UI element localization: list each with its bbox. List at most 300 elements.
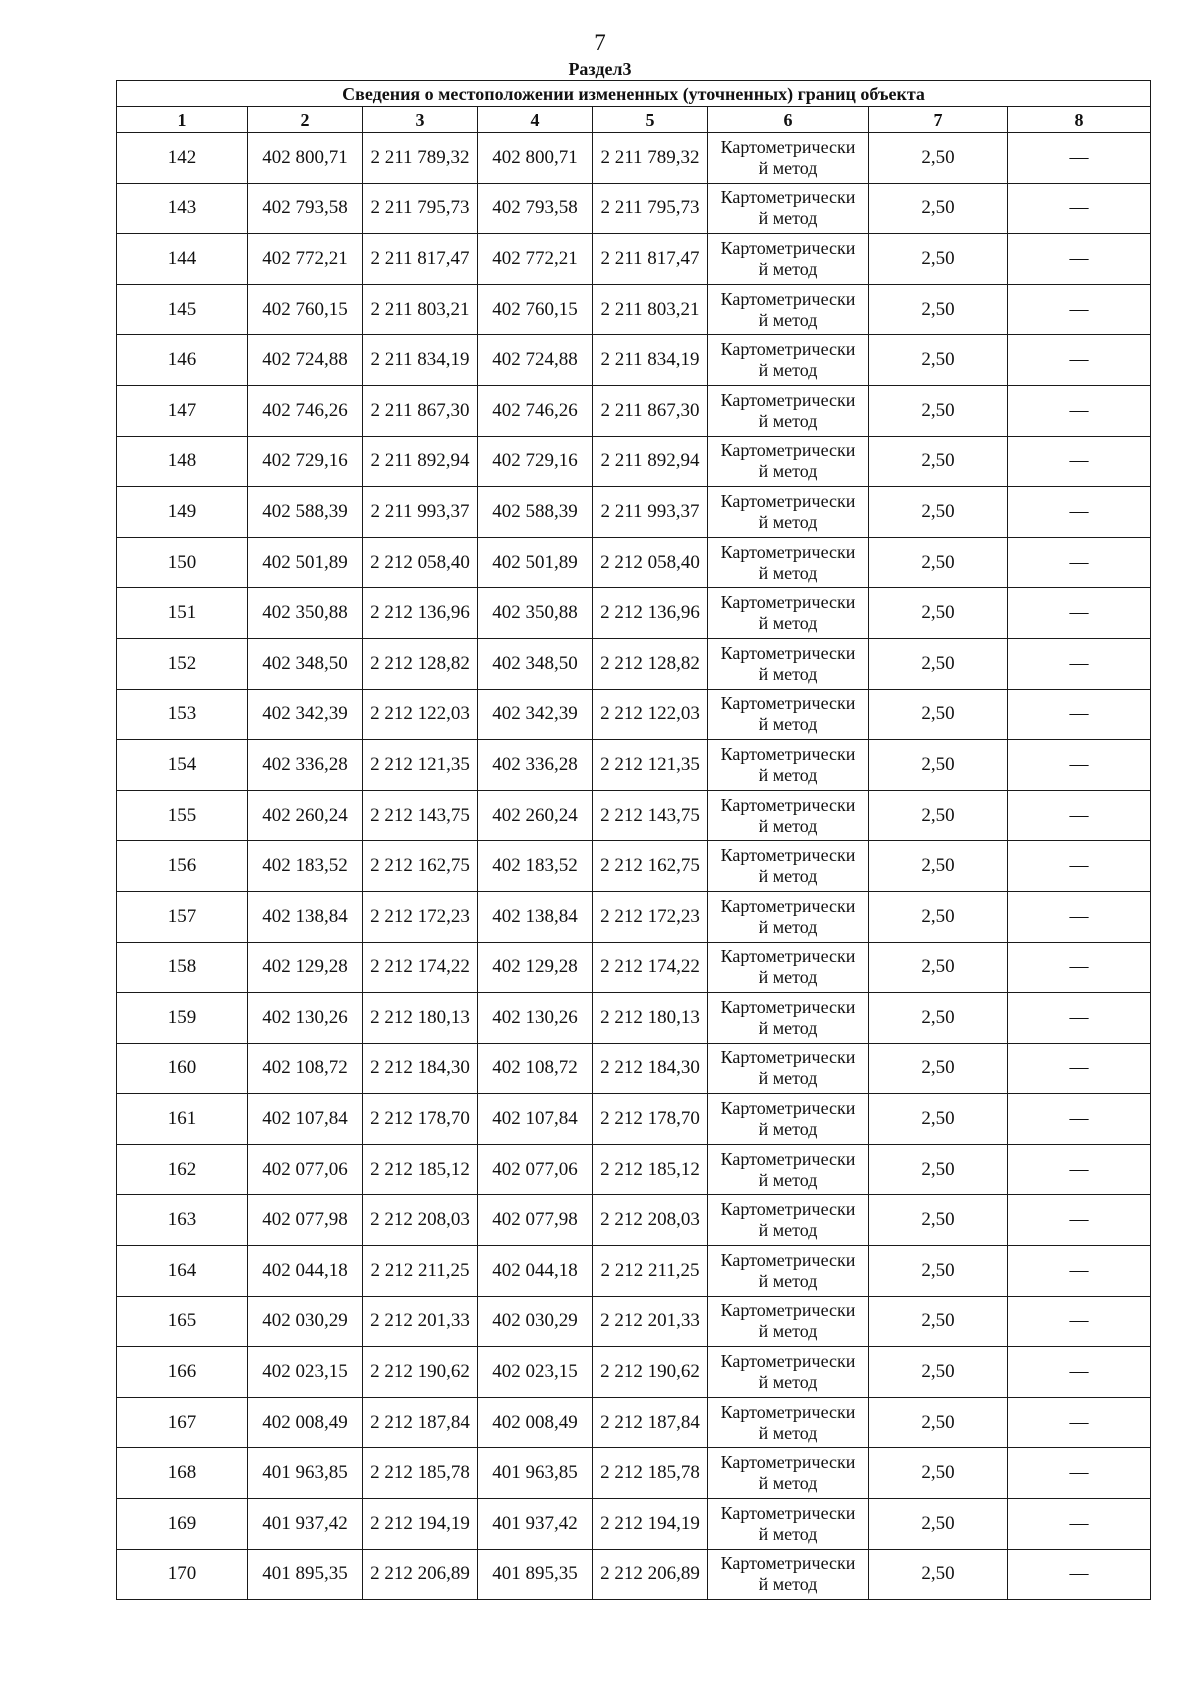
method-cell bbox=[708, 487, 869, 538]
existing-x-cell: 402 138,84 bbox=[248, 891, 363, 942]
accuracy-cell: 2,50 bbox=[869, 942, 1008, 993]
existing-x-cell: 402 044,18 bbox=[248, 1246, 363, 1297]
method-cell bbox=[708, 1347, 869, 1398]
method-text-line: й метод bbox=[758, 916, 818, 937]
refined-x-cell: 402 138,84 bbox=[478, 891, 593, 942]
point-number-cell: 146 bbox=[117, 335, 248, 386]
method-text-line: й метод bbox=[758, 967, 818, 988]
method-cell bbox=[708, 133, 869, 184]
accuracy-cell: 2,50 bbox=[869, 234, 1008, 285]
column-header-2: 2 bbox=[248, 107, 363, 133]
refined-y-cell: 2 212 184,30 bbox=[593, 1043, 708, 1094]
existing-x-cell: 402 342,39 bbox=[248, 689, 363, 740]
table-row bbox=[117, 284, 1151, 335]
existing-y-cell: 2 211 795,73 bbox=[363, 183, 478, 234]
point-number-cell: 151 bbox=[117, 588, 248, 639]
method-text-line: Картометрически bbox=[720, 1553, 856, 1574]
refined-y-cell: 2 212 122,03 bbox=[593, 689, 708, 740]
table-row bbox=[117, 385, 1151, 436]
column-header-3: 3 bbox=[363, 107, 478, 133]
note-cell: — bbox=[1008, 133, 1151, 184]
accuracy-cell: 2,50 bbox=[869, 1397, 1008, 1448]
method-cell bbox=[708, 1195, 869, 1246]
point-number-cell: 158 bbox=[117, 942, 248, 993]
point-number-cell: 160 bbox=[117, 1043, 248, 1094]
accuracy-cell: 2,50 bbox=[869, 436, 1008, 487]
table-row bbox=[117, 1499, 1151, 1550]
existing-x-cell: 401 937,42 bbox=[248, 1499, 363, 1550]
existing-x-cell: 402 129,28 bbox=[248, 942, 363, 993]
method-text-line: Картометрически bbox=[720, 440, 856, 461]
method-text-line: й метод bbox=[758, 208, 818, 229]
method-cell bbox=[708, 740, 869, 791]
refined-y-cell: 2 212 058,40 bbox=[593, 537, 708, 588]
method-text-line: й метод bbox=[758, 562, 818, 583]
method-text-line: й метод bbox=[758, 1574, 818, 1595]
method-text-line: Картометрически bbox=[720, 895, 856, 916]
refined-y-cell: 2 212 172,23 bbox=[593, 891, 708, 942]
note-cell: — bbox=[1008, 1549, 1151, 1600]
existing-y-cell: 2 212 194,19 bbox=[363, 1499, 478, 1550]
note-cell: — bbox=[1008, 1195, 1151, 1246]
point-number-cell: 164 bbox=[117, 1246, 248, 1297]
existing-y-cell: 2 211 789,32 bbox=[363, 133, 478, 184]
refined-y-cell: 2 212 143,75 bbox=[593, 790, 708, 841]
method-cell bbox=[708, 1296, 869, 1347]
point-number-cell: 170 bbox=[117, 1549, 248, 1600]
existing-x-cell: 402 108,72 bbox=[248, 1043, 363, 1094]
refined-x-cell: 402 260,24 bbox=[478, 790, 593, 841]
table-row bbox=[117, 1246, 1151, 1297]
method-text-line: Картометрически bbox=[720, 1249, 856, 1270]
method-text-line: й метод bbox=[758, 866, 818, 887]
existing-y-cell: 2 212 185,78 bbox=[363, 1448, 478, 1499]
accuracy-cell: 2,50 bbox=[869, 638, 1008, 689]
method-cell bbox=[708, 1448, 869, 1499]
method-cell bbox=[708, 790, 869, 841]
method-cell bbox=[708, 1144, 869, 1195]
table-row bbox=[117, 1347, 1151, 1398]
existing-x-cell: 401 895,35 bbox=[248, 1549, 363, 1600]
accuracy-cell: 2,50 bbox=[869, 487, 1008, 538]
existing-y-cell: 2 212 128,82 bbox=[363, 638, 478, 689]
accuracy-cell: 2,50 bbox=[869, 740, 1008, 791]
table-row bbox=[117, 1296, 1151, 1347]
refined-y-cell: 2 212 185,12 bbox=[593, 1144, 708, 1195]
refined-y-cell: 2 212 136,96 bbox=[593, 588, 708, 639]
column-header-7: 7 bbox=[869, 107, 1008, 133]
existing-y-cell: 2 212 180,13 bbox=[363, 993, 478, 1044]
note-cell: — bbox=[1008, 1144, 1151, 1195]
existing-x-cell: 402 588,39 bbox=[248, 487, 363, 538]
existing-x-cell: 402 724,88 bbox=[248, 335, 363, 386]
method-cell bbox=[708, 1094, 869, 1145]
method-text-line: й метод bbox=[758, 309, 818, 330]
page-number: 7 bbox=[594, 30, 606, 55]
refined-x-cell: 402 108,72 bbox=[478, 1043, 593, 1094]
existing-x-cell: 402 729,16 bbox=[248, 436, 363, 487]
refined-y-cell: 2 211 817,47 bbox=[593, 234, 708, 285]
existing-y-cell: 2 212 178,70 bbox=[363, 1094, 478, 1145]
refined-x-cell: 402 023,15 bbox=[478, 1347, 593, 1398]
existing-y-cell: 2 212 122,03 bbox=[363, 689, 478, 740]
existing-y-cell: 2 212 187,84 bbox=[363, 1397, 478, 1448]
table-row bbox=[117, 183, 1151, 234]
column-header-8: 8 bbox=[1008, 107, 1151, 133]
method-text-line: й метод bbox=[758, 1169, 818, 1190]
method-text-line: й метод bbox=[758, 1068, 818, 1089]
refined-y-cell: 2 211 867,30 bbox=[593, 385, 708, 436]
table-row bbox=[117, 1397, 1151, 1448]
note-cell: — bbox=[1008, 436, 1151, 487]
note-cell: — bbox=[1008, 891, 1151, 942]
refined-x-cell: 402 107,84 bbox=[478, 1094, 593, 1145]
existing-x-cell: 402 760,15 bbox=[248, 284, 363, 335]
method-cell bbox=[708, 638, 869, 689]
refined-x-cell: 402 746,26 bbox=[478, 385, 593, 436]
method-text-line: Картометрически bbox=[720, 1148, 856, 1169]
table-row bbox=[117, 1094, 1151, 1145]
existing-y-cell: 2 212 121,35 bbox=[363, 740, 478, 791]
method-text-line: Картометрически bbox=[720, 845, 856, 866]
refined-y-cell: 2 211 892,94 bbox=[593, 436, 708, 487]
existing-y-cell: 2 212 185,12 bbox=[363, 1144, 478, 1195]
existing-y-cell: 2 212 143,75 bbox=[363, 790, 478, 841]
method-text-line: й метод bbox=[758, 714, 818, 735]
existing-x-cell: 402 336,28 bbox=[248, 740, 363, 791]
table-row bbox=[117, 335, 1151, 386]
note-cell: — bbox=[1008, 385, 1151, 436]
table-row bbox=[117, 891, 1151, 942]
point-number-cell: 157 bbox=[117, 891, 248, 942]
method-text-line: й метод bbox=[758, 410, 818, 431]
note-cell: — bbox=[1008, 1397, 1151, 1448]
refined-y-cell: 2 212 180,13 bbox=[593, 993, 708, 1044]
refined-x-cell: 402 588,39 bbox=[478, 487, 593, 538]
section-title: Раздел3 bbox=[568, 59, 632, 79]
refined-y-cell: 2 212 208,03 bbox=[593, 1195, 708, 1246]
point-number-cell: 150 bbox=[117, 537, 248, 588]
refined-y-cell: 2 212 201,33 bbox=[593, 1296, 708, 1347]
method-text-line: Картометрически bbox=[720, 1351, 856, 1372]
column-header-4: 4 bbox=[478, 107, 593, 133]
method-text-line: Картометрически bbox=[720, 1300, 856, 1321]
accuracy-cell: 2,50 bbox=[869, 1549, 1008, 1600]
existing-y-cell: 2 212 162,75 bbox=[363, 841, 478, 892]
table-body bbox=[117, 133, 1151, 1600]
refined-y-cell: 2 212 121,35 bbox=[593, 740, 708, 791]
method-text-line: й метод bbox=[758, 1321, 818, 1342]
method-cell bbox=[708, 993, 869, 1044]
method-text-line: Картометрически bbox=[720, 1452, 856, 1473]
method-text-line: Картометрически bbox=[720, 136, 856, 157]
note-cell: — bbox=[1008, 942, 1151, 993]
point-number-cell: 162 bbox=[117, 1144, 248, 1195]
table-row bbox=[117, 487, 1151, 538]
accuracy-cell: 2,50 bbox=[869, 1448, 1008, 1499]
method-cell bbox=[708, 942, 869, 993]
refined-y-cell: 2 212 206,89 bbox=[593, 1549, 708, 1600]
refined-x-cell: 402 348,50 bbox=[478, 638, 593, 689]
method-text-line: й метод bbox=[758, 1119, 818, 1140]
table-row bbox=[117, 588, 1151, 639]
accuracy-cell: 2,50 bbox=[869, 1499, 1008, 1550]
refined-x-cell: 402 130,26 bbox=[478, 993, 593, 1044]
point-number-cell: 154 bbox=[117, 740, 248, 791]
note-cell: — bbox=[1008, 841, 1151, 892]
note-cell: — bbox=[1008, 1499, 1151, 1550]
refined-x-cell: 402 030,29 bbox=[478, 1296, 593, 1347]
refined-y-cell: 2 211 789,32 bbox=[593, 133, 708, 184]
method-cell bbox=[708, 183, 869, 234]
method-text-line: Картометрически bbox=[720, 1502, 856, 1523]
point-number-cell: 169 bbox=[117, 1499, 248, 1550]
method-text-line: й метод bbox=[758, 613, 818, 634]
method-cell bbox=[708, 588, 869, 639]
refined-x-cell: 402 342,39 bbox=[478, 689, 593, 740]
note-cell: — bbox=[1008, 790, 1151, 841]
point-number-cell: 148 bbox=[117, 436, 248, 487]
refined-y-cell: 2 212 211,25 bbox=[593, 1246, 708, 1297]
note-cell: — bbox=[1008, 183, 1151, 234]
table-caption: Сведения о местоположении измененных (уточненных) границ объекта bbox=[117, 81, 1151, 107]
method-text-line: Картометрически bbox=[720, 996, 856, 1017]
table-row bbox=[117, 841, 1151, 892]
table-row bbox=[117, 689, 1151, 740]
refined-x-cell: 402 008,49 bbox=[478, 1397, 593, 1448]
accuracy-cell: 2,50 bbox=[869, 1246, 1008, 1297]
existing-y-cell: 2 211 817,47 bbox=[363, 234, 478, 285]
accuracy-cell: 2,50 bbox=[869, 1347, 1008, 1398]
method-cell bbox=[708, 436, 869, 487]
refined-x-cell: 401 895,35 bbox=[478, 1549, 593, 1600]
table-row bbox=[117, 133, 1151, 184]
note-cell: — bbox=[1008, 689, 1151, 740]
point-number-cell: 144 bbox=[117, 234, 248, 285]
table-row bbox=[117, 638, 1151, 689]
point-number-cell: 145 bbox=[117, 284, 248, 335]
note-cell: — bbox=[1008, 1094, 1151, 1145]
point-number-cell: 147 bbox=[117, 385, 248, 436]
refined-y-cell: 2 211 795,73 bbox=[593, 183, 708, 234]
table-row bbox=[117, 1448, 1151, 1499]
note-cell: — bbox=[1008, 1347, 1151, 1398]
note-cell: — bbox=[1008, 284, 1151, 335]
note-cell: — bbox=[1008, 993, 1151, 1044]
point-number-cell: 149 bbox=[117, 487, 248, 538]
method-text-line: Картометрически bbox=[720, 693, 856, 714]
method-text-line: Картометрически bbox=[720, 288, 856, 309]
column-header-5: 5 bbox=[593, 107, 708, 133]
refined-x-cell: 402 044,18 bbox=[478, 1246, 593, 1297]
accuracy-cell: 2,50 bbox=[869, 385, 1008, 436]
method-cell bbox=[708, 1499, 869, 1550]
method-text-line: й метод bbox=[758, 461, 818, 482]
existing-x-cell: 402 350,88 bbox=[248, 588, 363, 639]
existing-y-cell: 2 211 993,37 bbox=[363, 487, 478, 538]
table-row bbox=[117, 436, 1151, 487]
method-cell bbox=[708, 891, 869, 942]
refined-y-cell: 2 212 162,75 bbox=[593, 841, 708, 892]
method-text-line: Картометрически bbox=[720, 389, 856, 410]
point-number-cell: 167 bbox=[117, 1397, 248, 1448]
column-header-1: 1 bbox=[117, 107, 248, 133]
table-row bbox=[117, 1144, 1151, 1195]
refined-x-cell: 401 937,42 bbox=[478, 1499, 593, 1550]
existing-y-cell: 2 212 058,40 bbox=[363, 537, 478, 588]
existing-y-cell: 2 211 803,21 bbox=[363, 284, 478, 335]
existing-x-cell: 402 772,21 bbox=[248, 234, 363, 285]
point-number-cell: 143 bbox=[117, 183, 248, 234]
point-number-cell: 159 bbox=[117, 993, 248, 1044]
method-text-line: Картометрически bbox=[720, 339, 856, 360]
point-number-cell: 168 bbox=[117, 1448, 248, 1499]
method-text-line: й метод bbox=[758, 1270, 818, 1291]
refined-y-cell: 2 212 187,84 bbox=[593, 1397, 708, 1448]
table-row bbox=[117, 993, 1151, 1044]
table-row bbox=[117, 234, 1151, 285]
accuracy-cell: 2,50 bbox=[869, 133, 1008, 184]
point-number-cell: 155 bbox=[117, 790, 248, 841]
accuracy-cell: 2,50 bbox=[869, 1296, 1008, 1347]
method-cell bbox=[708, 385, 869, 436]
method-text-line: й метод bbox=[758, 663, 818, 684]
point-number-cell: 161 bbox=[117, 1094, 248, 1145]
existing-y-cell: 2 211 867,30 bbox=[363, 385, 478, 436]
method-cell bbox=[708, 1397, 869, 1448]
table-row bbox=[117, 537, 1151, 588]
method-cell bbox=[708, 1246, 869, 1297]
method-text-line: Картометрически bbox=[720, 1047, 856, 1068]
method-cell bbox=[708, 1549, 869, 1600]
point-number-cell: 142 bbox=[117, 133, 248, 184]
method-text-line: й метод bbox=[758, 815, 818, 836]
table-row bbox=[117, 790, 1151, 841]
existing-x-cell: 402 008,49 bbox=[248, 1397, 363, 1448]
method-text-line: Картометрически bbox=[720, 490, 856, 511]
note-cell: — bbox=[1008, 1296, 1151, 1347]
method-text-line: й метод bbox=[758, 764, 818, 785]
method-text-line: й метод bbox=[758, 258, 818, 279]
refined-x-cell: 402 077,98 bbox=[478, 1195, 593, 1246]
accuracy-cell: 2,50 bbox=[869, 1144, 1008, 1195]
refined-y-cell: 2 211 834,19 bbox=[593, 335, 708, 386]
accuracy-cell: 2,50 bbox=[869, 993, 1008, 1044]
note-cell: — bbox=[1008, 1448, 1151, 1499]
refined-y-cell: 2 212 190,62 bbox=[593, 1347, 708, 1398]
accuracy-cell: 2,50 bbox=[869, 689, 1008, 740]
refined-x-cell: 402 793,58 bbox=[478, 183, 593, 234]
point-number-cell: 166 bbox=[117, 1347, 248, 1398]
refined-y-cell: 2 212 194,19 bbox=[593, 1499, 708, 1550]
refined-x-cell: 402 729,16 bbox=[478, 436, 593, 487]
existing-x-cell: 402 746,26 bbox=[248, 385, 363, 436]
existing-x-cell: 402 793,58 bbox=[248, 183, 363, 234]
method-cell bbox=[708, 335, 869, 386]
refined-y-cell: 2 211 803,21 bbox=[593, 284, 708, 335]
point-number-cell: 156 bbox=[117, 841, 248, 892]
accuracy-cell: 2,50 bbox=[869, 1195, 1008, 1246]
method-cell bbox=[708, 234, 869, 285]
existing-y-cell: 2 212 208,03 bbox=[363, 1195, 478, 1246]
method-text-line: Картометрически bbox=[720, 1098, 856, 1119]
existing-x-cell: 401 963,85 bbox=[248, 1448, 363, 1499]
method-text-line: й метод bbox=[758, 1372, 818, 1393]
method-cell bbox=[708, 689, 869, 740]
note-cell: — bbox=[1008, 537, 1151, 588]
accuracy-cell: 2,50 bbox=[869, 588, 1008, 639]
refined-y-cell: 2 211 993,37 bbox=[593, 487, 708, 538]
method-text-line: Картометрически bbox=[720, 592, 856, 613]
refined-y-cell: 2 212 178,70 bbox=[593, 1094, 708, 1145]
note-cell: — bbox=[1008, 740, 1151, 791]
method-cell bbox=[708, 284, 869, 335]
note-cell: — bbox=[1008, 588, 1151, 639]
refined-y-cell: 2 212 185,78 bbox=[593, 1448, 708, 1499]
refined-x-cell: 402 077,06 bbox=[478, 1144, 593, 1195]
existing-x-cell: 402 348,50 bbox=[248, 638, 363, 689]
accuracy-cell: 2,50 bbox=[869, 284, 1008, 335]
accuracy-cell: 2,50 bbox=[869, 790, 1008, 841]
accuracy-cell: 2,50 bbox=[869, 1043, 1008, 1094]
column-header-6: 6 bbox=[708, 107, 869, 133]
boundary-coordinates-table bbox=[116, 80, 1151, 1600]
method-text-line: й метод bbox=[758, 511, 818, 532]
existing-x-cell: 402 260,24 bbox=[248, 790, 363, 841]
existing-y-cell: 2 212 211,25 bbox=[363, 1246, 478, 1297]
point-number-cell: 163 bbox=[117, 1195, 248, 1246]
method-cell bbox=[708, 1043, 869, 1094]
note-cell: — bbox=[1008, 335, 1151, 386]
method-text-line: й метод bbox=[758, 1473, 818, 1494]
accuracy-cell: 2,50 bbox=[869, 891, 1008, 942]
method-text-line: Картометрически bbox=[720, 237, 856, 258]
existing-y-cell: 2 212 206,89 bbox=[363, 1549, 478, 1600]
method-text-line: Картометрически bbox=[720, 187, 856, 208]
refined-x-cell: 402 336,28 bbox=[478, 740, 593, 791]
accuracy-cell: 2,50 bbox=[869, 841, 1008, 892]
method-text-line: Картометрически bbox=[720, 743, 856, 764]
existing-y-cell: 2 212 172,23 bbox=[363, 891, 478, 942]
method-text-line: й метод bbox=[758, 360, 818, 381]
table-row bbox=[117, 740, 1151, 791]
existing-y-cell: 2 212 201,33 bbox=[363, 1296, 478, 1347]
existing-x-cell: 402 183,52 bbox=[248, 841, 363, 892]
refined-x-cell: 402 800,71 bbox=[478, 133, 593, 184]
refined-x-cell: 402 183,52 bbox=[478, 841, 593, 892]
refined-x-cell: 402 129,28 bbox=[478, 942, 593, 993]
refined-x-cell: 402 724,88 bbox=[478, 335, 593, 386]
accuracy-cell: 2,50 bbox=[869, 1094, 1008, 1145]
existing-y-cell: 2 212 184,30 bbox=[363, 1043, 478, 1094]
accuracy-cell: 2,50 bbox=[869, 335, 1008, 386]
table-row bbox=[117, 1195, 1151, 1246]
point-number-cell: 153 bbox=[117, 689, 248, 740]
existing-x-cell: 402 023,15 bbox=[248, 1347, 363, 1398]
method-cell bbox=[708, 841, 869, 892]
method-text-line: й метод bbox=[758, 157, 818, 178]
note-cell: — bbox=[1008, 1246, 1151, 1297]
method-text-line: й метод bbox=[758, 1422, 818, 1443]
existing-x-cell: 402 800,71 bbox=[248, 133, 363, 184]
refined-x-cell: 402 501,89 bbox=[478, 537, 593, 588]
existing-y-cell: 2 211 834,19 bbox=[363, 335, 478, 386]
method-text-line: й метод bbox=[758, 1523, 818, 1544]
method-text-line: й метод bbox=[758, 1220, 818, 1241]
existing-y-cell: 2 212 136,96 bbox=[363, 588, 478, 639]
point-number-cell: 165 bbox=[117, 1296, 248, 1347]
point-number-cell: 152 bbox=[117, 638, 248, 689]
